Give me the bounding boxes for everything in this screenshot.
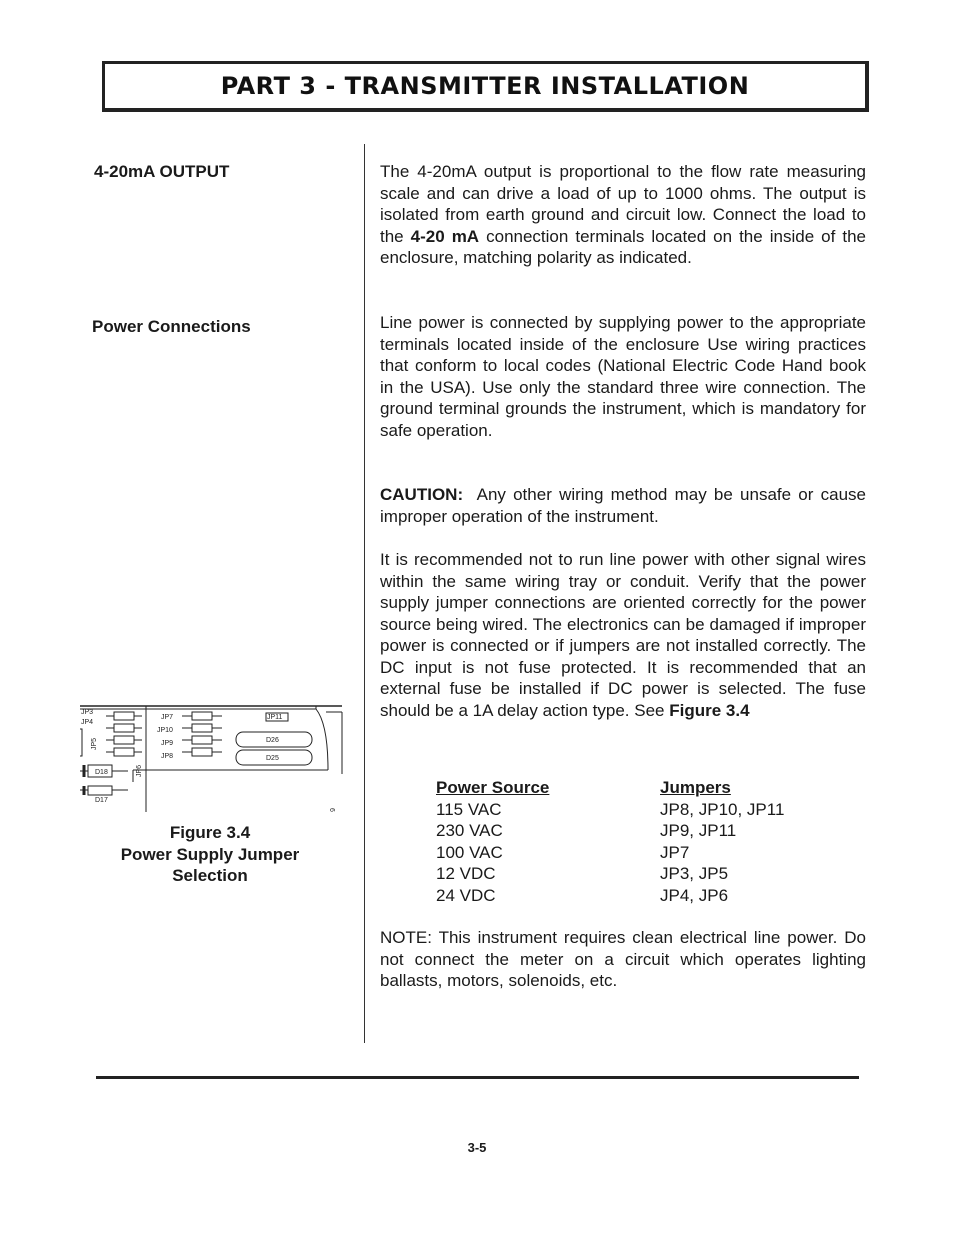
label-jp5: JP5 [91, 737, 98, 750]
table-header-power-source: Power Source [436, 778, 550, 797]
caution-paragraph: CAUTION: Any other wiring method may be unsafe or cause improper operation of the instrument. [380, 485, 871, 526]
label-jp9: JP9 [161, 740, 174, 747]
table-header-jumpers: Jumpers [660, 778, 731, 797]
figure-caption [80, 822, 340, 887]
table-cell: 12 VDC [436, 864, 496, 883]
label-d25: D25 [266, 755, 279, 762]
label-jp6: JP6 [136, 764, 143, 777]
figure-caption-number: Figure 3.4 [169, 823, 251, 842]
figure-caption-title: Power Supply Jumper [120, 844, 300, 864]
table-cell: JP4, JP6 [660, 885, 729, 905]
power-section-heading: Power Connections [92, 317, 251, 336]
label-d26: D26 [266, 737, 279, 744]
table-cell: 24 VDC [436, 885, 496, 905]
table-cell: 230 VAC [436, 821, 503, 840]
label-d17: D17 [95, 797, 108, 804]
figure-reference: Figure 3.4 [669, 700, 750, 720]
jumpers-column [660, 777, 784, 906]
wiring-recommendation-paragraph: It is recommended not to run line power with other signal wires within the same wiring tray or conduit. Verify that the power supply jumper connections are oriented correctly for the power source being wired. The electronics can be damaged if improper power is connected or if jumpers are not installed correctly. The DC input is not fuse protected. It is recommended that an external fuse be installed if DC power is selected. The fuse should be a 1A delay action type. See Figure 3.4 [380, 550, 866, 720]
page-header-box [102, 61, 869, 112]
jumper-diagram [78, 704, 344, 816]
label-jp8: JP8 [161, 753, 174, 760]
label-jp10: JP10 [157, 727, 173, 734]
label-corner: 6 [328, 808, 335, 812]
power-source-column [436, 777, 549, 906]
table-cell: 100 VAC [436, 842, 503, 862]
note-paragraph: NOTE: This instrument requires clean electrical line power. Do not connect the meter on a circuit which operates lighting ballasts, motors, solenoids, etc. [380, 928, 866, 990]
table-cell: JP3, JP5 [660, 864, 729, 883]
column-divider [364, 144, 365, 1043]
table-cell: 115 VAC [436, 799, 502, 819]
label-jp3: JP3 [81, 709, 94, 716]
page-title: PART 3 - TRANSMITTER INSTALLATION [220, 72, 750, 100]
table-cell: JP7 [660, 842, 690, 862]
output-paragraph: The 4-20mA output is proportional to the flow rate measuring scale and can drive a load of up to 1000 ohms. The output is isolated from earth ground and circuit low. Connect the load to the 4-20 mA connection terminals located on the inside of the enclosure, matching polarity as indicated. [380, 162, 866, 267]
figure-caption-title-cont: Selection [172, 866, 248, 885]
label-d18: D18 [95, 769, 108, 776]
caution-label: CAUTION: [380, 485, 464, 504]
footer-rule [96, 1076, 859, 1079]
page-number: 3-5 [467, 1140, 487, 1155]
output-section-heading: 4-20mA OUTPUT [94, 162, 230, 181]
table-cell: JP9, JP11 [660, 821, 737, 840]
label-jp7: JP7 [161, 714, 174, 721]
power-paragraph: Line power is connected by supplying power to the appropriate terminals located inside of the enclosure Use wiring practices that conform to local codes (National Electric Code Hand book in the USA). Use only the standard three wire connection. The ground terminal grounds the instrument, which is mandatory for safe operation. [380, 313, 866, 440]
label-jp4: JP4 [81, 719, 94, 726]
table-cell: JP8, JP10, JP11 [660, 799, 785, 819]
label-jp11: JP11 [267, 714, 283, 721]
